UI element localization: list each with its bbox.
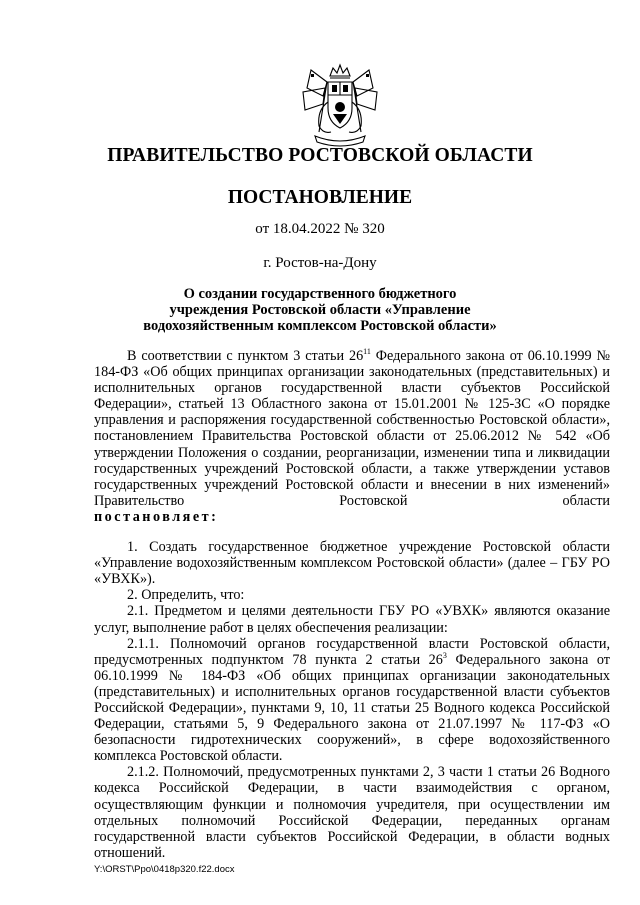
document-type: ПОСТАНОВЛЕНИЕ [227,187,413,208]
preamble-superscript: 11 [363,347,371,356]
title-line: О создании государственного бюджетного [183,286,457,302]
document-title [0,286,640,334]
coat-of-arms-emblem [297,62,383,150]
decree-word: постановляет: [94,508,219,525]
preamble-rest: Федерального закона от 06.10.1999 № 184-ФЗ «Об общих принципах организации законодательных (представительных) и исполнительных органов государственной власти субъектов Российской Федерации», статьей 13 Областного закона от 15.01.2001 № 125-ЗС «О порядке управления и распоряжения государственной собственностью Ростовской области», постановлением Правительства Ростовской области от 25.06.2012 № 542 «Об утверждении Положения о создании, реорганизации, изменении типа и ликвидации государственных учреждений Ростовской области, а также утверждении уставов государственных учреждений Ростовской области и внесении в них изменений» Правительство Ростовской области [94,348,610,509]
title-line: учреждения Ростовской области «Управление [169,302,471,318]
item-2-1-2: 2.1.2. Полномочий, предусмотренных пунктами 2, 3 части 1 статьи 26 Водного кодекса Российской Федерации, в части взаимодействия с органом, осуществляющим функции и полномочия учредителя, при осуществлении им отдельных полномочий Российской Федерации, переданных органам государственной власти субъектов Российской Федерации, в области водных отношений. [94,764,610,861]
item-2-1: 2.1. Предметом и целями деятельности ГБУ РО «УВХК» являются оказание услуг, выполнение работ в целях обеспечения реализации: [94,603,610,636]
organization-name: ПРАВИТЕЛЬСТВО РОСТОВСКОЙ ОБЛАСТИ [107,145,533,166]
item-2-1-1: 2.1.1. Полномочий органов государственной власти Ростовской области, предусмотренных подпунктом 78 пункта 2 статьи $26^3$ Федерального закона от 06.10.1999 № 184-ФЗ «Об общих принципах организации законодательных (представительных) и исполнительных органов государственной власти субъектов Российской Федерации», пунктами 9, 10, 11 статьи 25 Водного кодекса Российской Федерации, статьями 5, 9 Федерального закона от 21.07.1997 № 117-ФЗ «О безопасности гидротехнических сооружений», в сфере водохозяйственного комплекса Ростовской области. [94,635,610,765]
preamble-paragraph [94,348,610,509]
document-body [94,348,610,861]
item-1: 1. Создать государственное бюджетное учреждение Ростовской области «Управление водохозяйственным комплексом Ростовской области» (далее – ГБУ РО «УВХК»). [94,539,610,588]
title-line: водохозяйственным комплексом Ростовской области» [143,318,497,334]
file-path-footer: Y:\ORST\Ppo\0418p320.f22.docx [94,864,235,875]
city: г. Ростов-на-Дону [263,255,377,271]
item-2: 2. Определить, что: [127,587,245,604]
item-2-1-1-superscript: 3 [442,650,447,660]
date-number: от 18.04.2022 № 320 [255,221,385,237]
preamble-start: В соответствии с пунктом 3 статьи 26 [127,348,364,364]
